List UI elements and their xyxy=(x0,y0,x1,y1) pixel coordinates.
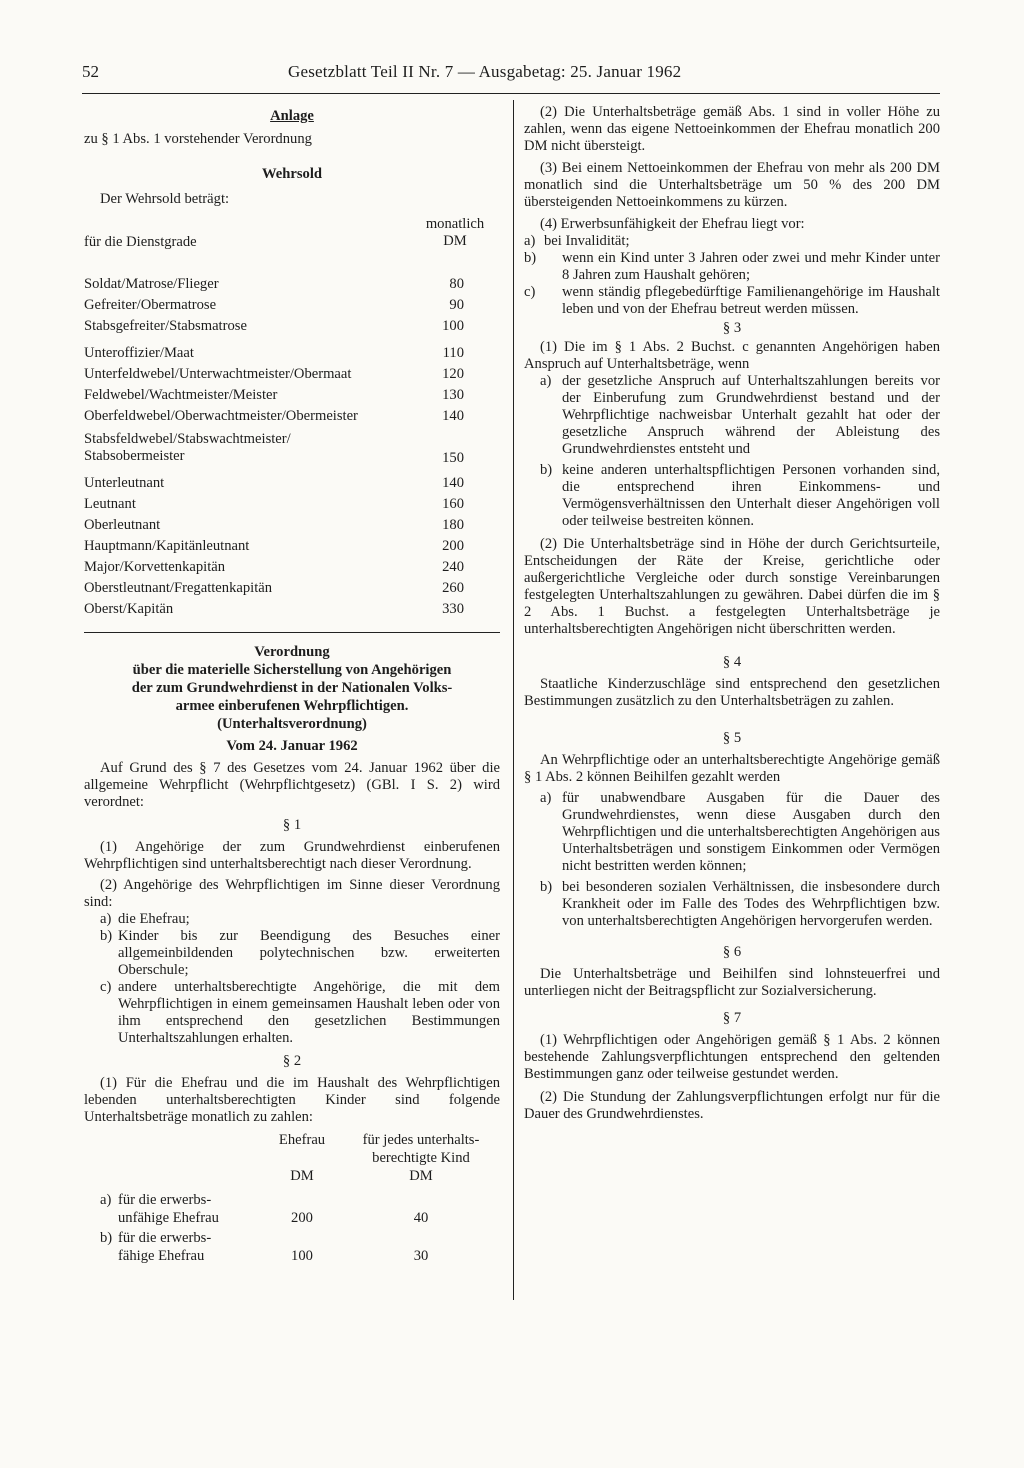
left-column xyxy=(84,104,500,1266)
verordnung-short-title: (Unterhaltsverordnung) xyxy=(217,716,367,732)
section-4-title: § 4 xyxy=(722,654,742,670)
section-7-para-1: (1) Wehrpflichtigen oder Angehörigen gemäß § 1 Abs. 2 können bestehende Zahlungsverpflichtungen entsprechend den geltenden Bestimmungen ganz oder teilweise gestundet werden. xyxy=(524,1032,940,1082)
unterhalt-table xyxy=(84,1132,500,1266)
verordnung-heading xyxy=(84,643,500,755)
section-2-title: § 2 xyxy=(282,1053,302,1069)
table-row xyxy=(84,473,500,494)
list-label: b) xyxy=(524,250,537,266)
section-6-para-1: Die Unterhaltsbeträge und Beihilfen sind lohnsteuerfrei und unterliegen nicht der Beitragspflicht zur Sozialversicherung. xyxy=(524,966,940,999)
wehrsold-title: Wehrsold xyxy=(261,166,322,182)
amount-cell: 140 xyxy=(442,475,464,491)
anlage-reference: zu § 1 Abs. 1 vorstehender Verordnung xyxy=(84,131,312,147)
page-header xyxy=(82,62,942,88)
table-row xyxy=(84,536,500,557)
list-text: bei besonderen sozialen Verhältnissen, die insbesondere durch Krankheit oder im Falle des Todes des Wehrpflichtigen bzw. von unterhaltsberechtigten Angehörigen hervorgerufen werden. xyxy=(562,879,940,929)
table-row xyxy=(84,1248,500,1266)
list-text: der gesetzliche Anspruch auf Unterhaltszahlungen bereits vor der Einberufung zum Grundwehrdienst bestand und der Wehrpflichtige nachweisbar Unterhalt gezahlt hat oder der gesetzliche Anspruch während der Ableistung des Grundwehrdienstes entsteht und xyxy=(562,373,940,457)
header-kind-line-1: für jedes unterhalts- xyxy=(362,1132,480,1148)
section-5-para-1: An Wehrpflichtige oder an unterhaltsberechtigte Angehörige gemäß § 1 Abs. 2 können Beihilfen gezahlt werden xyxy=(524,752,940,785)
table-row xyxy=(84,406,500,427)
unterhalt-table-units xyxy=(84,1168,500,1186)
list-item xyxy=(524,790,940,875)
rank-cell: Soldat/Matrose/Flieger xyxy=(84,276,219,292)
table-row xyxy=(84,364,500,385)
section-4-para-1: Staatliche Kinderzuschläge sind entsprechend den gesetzlichen Bestimmungen zusätzlich zu den Unterhaltsbeträgen zu zahlen. xyxy=(524,676,940,709)
anlage-title: Anlage xyxy=(270,108,314,124)
rank-cell: Feldwebel/Wachtmeister/Meister xyxy=(84,387,278,403)
unit-ehefrau: DM xyxy=(290,1168,314,1184)
list-text: Kinder bis zur Beendigung des Besuches einer allgemeinbildenden polytechnischen bzw. erweiterten Oberschule; xyxy=(118,928,500,978)
row-label: a) xyxy=(100,1192,112,1208)
amount-header-line-1: monatlich xyxy=(425,216,485,232)
list-item xyxy=(524,879,940,930)
table-row xyxy=(84,274,500,295)
verordnung-subtitle-line: der zum Grundwehrdienst in der Nationalen Volks- xyxy=(131,680,453,696)
amount-cell: 160 xyxy=(442,496,464,512)
table-row xyxy=(84,557,500,578)
right-column xyxy=(524,104,940,1123)
verordnung-subtitle-line: armee einberufenen Wehrpflichtigen. xyxy=(175,698,409,714)
running-title: Gesetzblatt Teil II Nr. 7 — Ausgabetag: 25. Januar 1962 xyxy=(288,62,682,81)
verordnung-title: Verordnung xyxy=(254,644,330,660)
header-rule xyxy=(82,93,940,94)
list-label: a) xyxy=(540,373,552,389)
table-row xyxy=(84,295,500,316)
amount-cell: 150 xyxy=(442,450,464,466)
amount-cell: 120 xyxy=(442,366,464,382)
list-item xyxy=(524,284,940,318)
amount-cell: 260 xyxy=(442,580,464,596)
list-label: a) xyxy=(540,790,552,806)
list-label: a) xyxy=(100,911,112,927)
amount-header-line-2: DM xyxy=(443,233,467,249)
section-1-para-1: (1) Angehörige der zum Grundwehrdienst einberufenen Wehrpflichtigen sind unterhaltsberechtigt nach dieser Verordnung. xyxy=(84,839,500,872)
list-text: wenn ständig pflegebedürftige Familienangehörige im Haushalt leben und von der Ehefrau betreut werden müssen. xyxy=(562,284,940,317)
section-3-title: § 3 xyxy=(722,320,742,336)
table-row xyxy=(84,578,500,599)
list-item xyxy=(84,928,500,979)
row-label: b) xyxy=(100,1230,113,1246)
table-row xyxy=(84,599,500,620)
wehrsold-table xyxy=(84,274,500,620)
value-ehefrau: 200 xyxy=(291,1210,313,1226)
rank-cell: Oberstleutnant/Fregattenkapitän xyxy=(84,580,273,596)
section-1-title: § 1 xyxy=(282,817,302,833)
verordnung-subtitle-line: über die materielle Sicherstellung von Angehörigen xyxy=(132,662,452,678)
list-item xyxy=(524,373,940,458)
list-label: b) xyxy=(100,928,113,944)
list-text: andere unterhaltsberechtigte Angehörige, die mit dem Wehrpflichtigen in einem gemeinsamen Haushalt leben oder von ihm entsprechend den gesetzlichen Bestimmungen Unterhaltszahlungen erhalten. xyxy=(118,979,500,1046)
list-label: c) xyxy=(100,979,112,995)
preamble: Auf Grund des § 7 des Gesetzes vom 24. Januar 1962 über die allgemeine Wehrpflicht (Wehrpflichtgesetz) (GBl. I S. 2) wird verordnet: xyxy=(84,760,500,810)
list-text: keine anderen unterhaltspflichtigen Personen vorhanden sind, die entsprechend ihren Einkommens- und Vermögensverhältnissen den Unterhalt dieser Angehörigen voll oder teilweise bestreiten können. xyxy=(562,462,940,529)
list-text: bei Invalidität; xyxy=(544,233,630,249)
amount-cell: 200 xyxy=(442,538,464,554)
amount-cell: 80 xyxy=(449,276,464,292)
list-text: die Ehefrau; xyxy=(118,911,190,927)
rank-line-1: Stabsfeldwebel/Stabswachtmeister/ xyxy=(84,431,291,447)
rank-cell: Unterleutnant xyxy=(84,475,165,491)
amount-cell: 90 xyxy=(449,297,464,313)
table-row xyxy=(84,494,500,515)
value-ehefrau: 100 xyxy=(291,1248,313,1264)
rank-cell: Oberfeldwebel/Oberwachtmeister/Obermeister xyxy=(84,408,358,424)
table-row xyxy=(84,1192,500,1210)
page-number: 52 xyxy=(82,62,99,81)
amount-cell: 140 xyxy=(442,408,464,424)
row-text-line-1: für die erwerbs- xyxy=(118,1192,212,1208)
row-text-line-2: unfähige Ehefrau xyxy=(118,1210,219,1226)
row-text-line-1: für die erwerbs- xyxy=(118,1230,212,1246)
section-7-title: § 7 xyxy=(722,1010,742,1026)
list-item xyxy=(524,462,940,530)
section-7-para-2: (2) Die Stundung der Zahlungsverpflichtungen erfolgt nur für die Dauer des Grundwehrdienstes. xyxy=(524,1089,940,1122)
table-row xyxy=(84,515,500,536)
section-2-para-4: (4) Erwerbsunfähigkeit der Ehefrau liegt vor: xyxy=(540,216,805,232)
section-3-para-1: (1) Die im § 1 Abs. 2 Buchst. c genannten Angehörigen haben Anspruch auf Unterhaltsbeträge, wenn xyxy=(524,339,940,372)
amount-cell: 130 xyxy=(442,387,464,403)
rank-cell: Oberleutnant xyxy=(84,517,161,533)
wehrsold-table-header xyxy=(84,216,500,264)
list-item xyxy=(84,979,500,1047)
rank-column-header: für die Dienstgrade xyxy=(84,234,197,250)
rank-cell: Major/Korvettenkapitän xyxy=(84,559,226,575)
amount-column-header xyxy=(410,216,500,250)
table-row xyxy=(84,1230,500,1248)
section-3-para-2: (2) Die Unterhaltsbeträge sind in Höhe der durch Gerichtsurteile, Entscheidungen der Räte der Kreise, gerichtliche oder außergerichtliche Vergleiche oder durch sonstige Vereinbarungen festgelegten Unterhaltszahlungen zu gewähren. Dabei dürfen die im § 2 Abs. 1 Buchst. a festgelegten Unterhaltsbeträge je unterhaltsberechtigten Angehörigen nicht überschritten werden. xyxy=(524,536,940,637)
column-divider xyxy=(513,100,514,1300)
table-row xyxy=(84,427,500,465)
table-row xyxy=(84,316,500,337)
list-label: a) xyxy=(524,233,536,249)
list-text: für unabwendbare Ausgaben für die Dauer des Grundwehrdienstes, wenn diese Ausgaben durch den Wehrpflichtigen und die unterhaltsberechtigten Angehörigen aus Unterhaltsbeträgen und sonstigem Einkommen oder Vermögen nicht bestritten werden können; xyxy=(562,790,940,874)
list-label: b) xyxy=(540,462,553,478)
amount-cell: 100 xyxy=(442,318,464,334)
section-2-para-1: (1) Für die Ehefrau und die im Haushalt des Wehrpflichtigen lebenden unterhaltsberechtigten Kinder sind folgende Unterhaltsbeträge monatlich zu zahlen: xyxy=(84,1075,500,1125)
amount-cell: 110 xyxy=(442,345,464,361)
table-row xyxy=(84,343,500,364)
row-text-line-2: fähige Ehefrau xyxy=(118,1248,205,1264)
list-item xyxy=(84,911,500,928)
header-ehefrau: Ehefrau xyxy=(278,1132,326,1148)
section-1-para-2: (2) Angehörige des Wehrpflichtigen im Sinne dieser Verordnung sind: xyxy=(84,877,500,910)
header-kind-line-2: berechtigte Kind xyxy=(372,1150,470,1166)
rank-cell: Unterfeldwebel/Unterwachtmeister/Obermaat xyxy=(84,366,352,382)
amount-cell: 180 xyxy=(442,517,464,533)
rank-cell: Unteroffizier/Maat xyxy=(84,345,194,361)
rank-cell: Gefreiter/Obermatrose xyxy=(84,297,217,313)
list-item xyxy=(524,233,940,250)
section-separator xyxy=(84,632,500,633)
list-text: wenn ein Kind unter 3 Jahren oder zwei und mehr Kinder unter 8 Jahren zum Haushalt gehören; xyxy=(562,250,940,283)
wehrsold-intro: Der Wehrsold beträgt: xyxy=(100,191,230,207)
section-5-title: § 5 xyxy=(722,730,742,746)
amount-cell: 330 xyxy=(442,601,464,617)
section-2-para-3: (3) Bei einem Nettoeinkommen der Ehefrau von mehr als 200 DM monatlich sind die Unterhaltsbeträge um 50 % des 200 DM übersteigenden Nettoeinkommens zu kürzen. xyxy=(524,160,940,210)
rank-cell: Stabsgefreiter/Stabsmatrose xyxy=(84,318,247,334)
amount-cell: 240 xyxy=(442,559,464,575)
section-6-title: § 6 xyxy=(722,944,742,960)
rank-line-2: Stabsobermeister xyxy=(84,448,185,464)
unterhalt-table-header xyxy=(84,1150,500,1168)
unterhalt-table-header xyxy=(84,1132,500,1150)
list-label: c) xyxy=(524,284,536,300)
value-kind: 40 xyxy=(413,1210,429,1226)
rank-cell: Oberst/Kapitän xyxy=(84,601,174,617)
rank-cell: Leutnant xyxy=(84,496,136,512)
rank-cell xyxy=(84,427,414,465)
table-row xyxy=(84,385,500,406)
section-2-para-2: (2) Die Unterhaltsbeträge gemäß Abs. 1 sind in voller Höhe zu zahlen, wenn das eigene Nettoeinkommen der Ehefrau monatlich 200 DM nicht übersteigt. xyxy=(524,104,940,154)
list-item xyxy=(524,250,940,284)
table-row xyxy=(84,1210,500,1228)
value-kind: 30 xyxy=(413,1248,429,1264)
rank-cell: Hauptmann/Kapitänleutnant xyxy=(84,538,250,554)
unit-kind: DM xyxy=(409,1168,433,1184)
verordnung-date: Vom 24. Januar 1962 xyxy=(226,738,358,754)
list-label: b) xyxy=(540,879,553,895)
